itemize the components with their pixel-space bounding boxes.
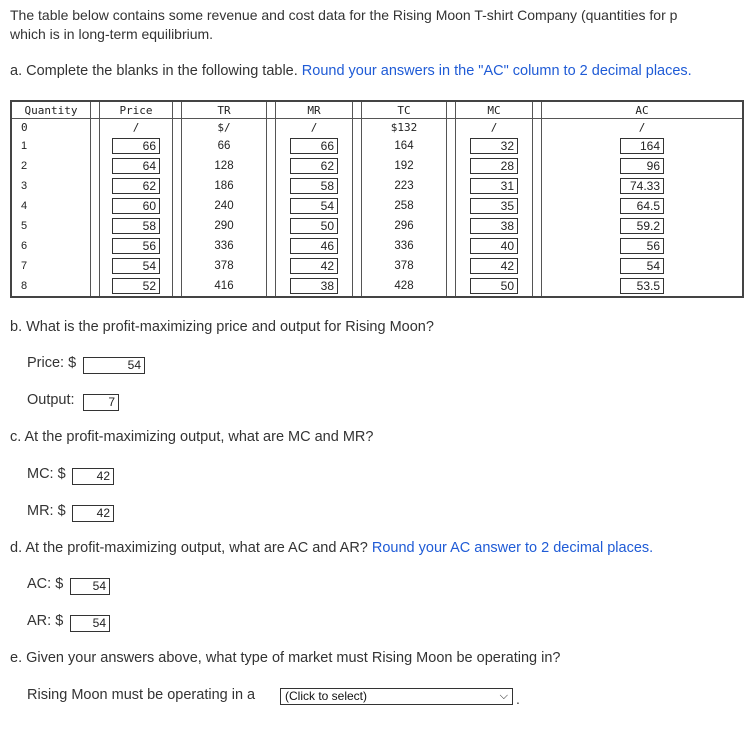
cell-mc: / (456, 119, 533, 137)
mr-cell (276, 276, 353, 297)
price-cell (100, 216, 173, 236)
mc-input[interactable]: 28 (470, 158, 518, 174)
mc-input[interactable]: 40 (470, 238, 518, 254)
mr-input[interactable]: 38 (290, 278, 338, 294)
table-row (11, 216, 743, 236)
part-e-sentence: Rising Moon must be operating in a (27, 687, 256, 703)
price-input[interactable]: 60 (112, 198, 160, 214)
spacer-cell (533, 276, 542, 297)
spacer-cell (533, 176, 542, 196)
cell-tr: 66 (182, 136, 267, 156)
table-row (11, 196, 743, 216)
cell-tr: 128 (182, 156, 267, 176)
spacer-cell (91, 156, 100, 176)
mr-input[interactable]: 42 (290, 258, 338, 274)
spacer-cell (267, 236, 276, 256)
spacer-cell (353, 236, 362, 256)
cell-tr: 378 (182, 256, 267, 276)
mc-label: MC: $ (27, 466, 66, 482)
part-a-instruction: Round your answers in the "AC" column to 2 decimal places. (301, 63, 692, 79)
part-e-question: e. Given your answers above, what type of market must Rising Moon be operating in? (10, 650, 561, 666)
intro-line-2: which is in long-term equilibrium. (10, 26, 214, 42)
mr-cell (276, 136, 353, 156)
spacer-cell (447, 256, 456, 276)
cell-mr: / (276, 119, 353, 137)
spacer-cell (447, 236, 456, 256)
spacer-cell (173, 196, 182, 216)
cell-quantity: 0 (21, 121, 28, 134)
spacer-col (267, 101, 276, 119)
cell-quantity: 6 (21, 240, 28, 252)
sentence-period: . (516, 691, 520, 707)
output-label: Output: (27, 392, 75, 408)
cell-tc: 336 (362, 236, 447, 256)
cell-tc: 223 (362, 176, 447, 196)
spacer-cell (447, 176, 456, 196)
mr-cell (276, 236, 353, 256)
cell-quantity: 5 (21, 220, 28, 232)
spacer-cell (353, 136, 362, 156)
cell-tc: 296 (362, 216, 447, 236)
ac-input[interactable]: 164 (620, 138, 664, 154)
ac-input[interactable]: 54 (620, 258, 664, 274)
mr-cell (276, 256, 353, 276)
price-input[interactable]: 54 (112, 258, 160, 274)
part-a-prefix: a. Complete the blanks in the following table. (10, 63, 298, 79)
header-tr: TR (182, 101, 267, 119)
spacer-cell (447, 156, 456, 176)
part-b-question: b. What is the profit-maximizing price and output for Rising Moon? (10, 319, 434, 335)
part-d-text: d. At the profit-maximizing output, what are AC and AR? (10, 540, 368, 556)
spacer-cell (447, 276, 456, 297)
chevron-down-icon: ⌵ (499, 690, 508, 702)
cell-quantity: 4 (21, 200, 28, 212)
cell-tr: 240 (182, 196, 267, 216)
ar-label: AR: $ (27, 613, 64, 629)
mc-input[interactable]: 42 (470, 258, 518, 274)
ac-label: AC: $ (27, 576, 64, 592)
part-d-instruction: Round your AC answer to 2 decimal places. (371, 540, 654, 556)
cell-quantity: 3 (21, 180, 28, 192)
header-ac: AC (542, 101, 744, 119)
table-row (11, 236, 743, 256)
spacer-cell (267, 176, 276, 196)
table-row (11, 276, 743, 297)
mr-cell (276, 196, 353, 216)
spacer-cell (267, 119, 276, 137)
table-row (11, 119, 743, 137)
mc-input[interactable]: 35 (470, 198, 518, 214)
spacer-cell (173, 236, 182, 256)
mc-cell (456, 216, 533, 236)
price-input[interactable]: 52 (112, 278, 160, 294)
spacer-cell (91, 216, 100, 236)
spacer-cell (353, 216, 362, 236)
cell-quantity: 7 (21, 260, 28, 272)
mc-cell (456, 276, 533, 297)
spacer-cell (173, 119, 182, 137)
cell-price: / (100, 119, 173, 137)
mr-cell (276, 176, 353, 196)
mc-cell (456, 196, 533, 216)
price-cell (100, 196, 173, 216)
cell-quantity: 8 (21, 280, 28, 292)
spacer-col (91, 101, 100, 119)
spacer-cell (173, 216, 182, 236)
mc-input[interactable]: 50 (470, 278, 518, 294)
price-cell (100, 236, 173, 256)
mr-input[interactable]: 58 (290, 178, 338, 194)
price-label: Price: $ (27, 355, 77, 371)
spacer-cell (173, 256, 182, 276)
spacer-cell (267, 216, 276, 236)
select-value: (Click to select) (285, 689, 368, 703)
spacer-cell (533, 119, 542, 137)
spacer-cell (267, 256, 276, 276)
spacer-cell (353, 119, 362, 137)
ac-cell (542, 216, 744, 236)
spacer-cell (533, 216, 542, 236)
price-cell (100, 156, 173, 176)
mc-cell (456, 256, 533, 276)
output-input[interactable]: 7 (83, 394, 119, 411)
cell-tc: 192 (362, 156, 447, 176)
mr-cell (276, 216, 353, 236)
ac-input[interactable]: 54 (70, 578, 110, 595)
mr-input[interactable]: 46 (290, 238, 338, 254)
part-d-question (10, 540, 653, 556)
spacer-cell (447, 136, 456, 156)
mr-cell (276, 156, 353, 176)
ac-cell (542, 256, 744, 276)
spacer-cell (267, 276, 276, 297)
market-type-select[interactable] (280, 688, 513, 705)
mc-input[interactable]: 42 (72, 468, 114, 485)
price-cell (100, 136, 173, 156)
mc-cell (456, 136, 533, 156)
ac-input[interactable]: 56 (620, 238, 664, 254)
ac-input[interactable]: 59.2 (620, 218, 664, 234)
cell-tc: 164 (362, 136, 447, 156)
ac-cell (542, 196, 744, 216)
price-input[interactable]: 66 (112, 138, 160, 154)
table-row (11, 156, 743, 176)
spacer-cell (91, 276, 100, 297)
price-input[interactable]: 56 (112, 238, 160, 254)
spacer-col (173, 101, 182, 119)
price-input[interactable]: 54 (83, 357, 145, 374)
mc-input[interactable]: 32 (470, 138, 518, 154)
header-quantity: Quantity (11, 101, 91, 119)
cell-tr: 290 (182, 216, 267, 236)
ac-cell (542, 276, 744, 297)
spacer-cell (447, 119, 456, 137)
spacer-col (533, 101, 542, 119)
ac-cell (542, 236, 744, 256)
spacer-cell (353, 176, 362, 196)
cell-tc: 428 (362, 276, 447, 297)
header-mr: MR (276, 101, 353, 119)
spacer-cell (91, 236, 100, 256)
part-a-question (10, 63, 692, 79)
cell-tr: $/ (182, 119, 267, 137)
mc-input[interactable]: 31 (470, 178, 518, 194)
spacer-cell (533, 156, 542, 176)
price-input[interactable]: 64 (112, 158, 160, 174)
price-cell (100, 176, 173, 196)
header-mc: MC (456, 101, 533, 119)
cell-quantity: 1 (21, 140, 28, 152)
ac-cell (542, 156, 744, 176)
mr-input[interactable]: 54 (290, 198, 338, 214)
mr-input[interactable]: 50 (290, 218, 338, 234)
mc-cell (456, 156, 533, 176)
mc-input[interactable]: 38 (470, 218, 518, 234)
table-row (11, 176, 743, 196)
spacer-cell (533, 256, 542, 276)
spacer-cell (447, 196, 456, 216)
mc-cell (456, 236, 533, 256)
spacer-cell (533, 236, 542, 256)
mr-label: MR: $ (27, 503, 66, 519)
table-row (11, 256, 743, 276)
intro-line-1: The table below contains some revenue and cost data for the Rising Moon T-shirt Company (quantities for p (10, 7, 678, 23)
price-cell (100, 276, 173, 297)
spacer-cell (447, 216, 456, 236)
spacer-cell (353, 196, 362, 216)
spacer-cell (91, 136, 100, 156)
spacer-col (353, 101, 362, 119)
spacer-cell (91, 256, 100, 276)
mr-input[interactable]: 66 (290, 138, 338, 154)
ac-input[interactable]: 74.33 (620, 178, 664, 194)
cell-tr: 186 (182, 176, 267, 196)
spacer-cell (91, 119, 100, 137)
ac-input[interactable]: 96 (620, 158, 664, 174)
cell-tr: 416 (182, 276, 267, 297)
table-row (11, 136, 743, 156)
ar-input[interactable]: 54 (70, 615, 110, 632)
table-header-row (11, 101, 743, 119)
ac-input[interactable]: 53.5 (620, 278, 664, 294)
price-input[interactable]: 62 (112, 178, 160, 194)
mr-input[interactable]: 42 (72, 505, 114, 522)
spacer-cell (533, 196, 542, 216)
cell-quantity: 2 (21, 160, 28, 172)
spacer-col (447, 101, 456, 119)
spacer-cell (91, 176, 100, 196)
spacer-cell (267, 156, 276, 176)
ac-cell (542, 136, 744, 156)
spacer-cell (173, 276, 182, 297)
cell-tc: 258 (362, 196, 447, 216)
part-c-question: c. At the profit-maximizing output, what are MC and MR? (10, 429, 374, 445)
ac-input[interactable]: 64.5 (620, 198, 664, 214)
cell-tr: 336 (182, 236, 267, 256)
price-cell (100, 256, 173, 276)
cell-ac: / (542, 119, 744, 137)
spacer-cell (353, 156, 362, 176)
price-input[interactable]: 58 (112, 218, 160, 234)
header-price: Price (100, 101, 173, 119)
mc-cell (456, 176, 533, 196)
spacer-cell (173, 176, 182, 196)
spacer-cell (267, 196, 276, 216)
cell-tc: 378 (362, 256, 447, 276)
cell-tc: $132 (362, 119, 447, 137)
spacer-cell (173, 136, 182, 156)
spacer-cell (91, 196, 100, 216)
spacer-cell (533, 136, 542, 156)
intro-text (10, 6, 754, 44)
spacer-cell (353, 256, 362, 276)
spacer-cell (353, 276, 362, 297)
cost-revenue-table (10, 100, 744, 298)
mr-input[interactable]: 62 (290, 158, 338, 174)
header-tc: TC (362, 101, 447, 119)
ac-cell (542, 176, 744, 196)
spacer-cell (173, 156, 182, 176)
spacer-cell (267, 136, 276, 156)
